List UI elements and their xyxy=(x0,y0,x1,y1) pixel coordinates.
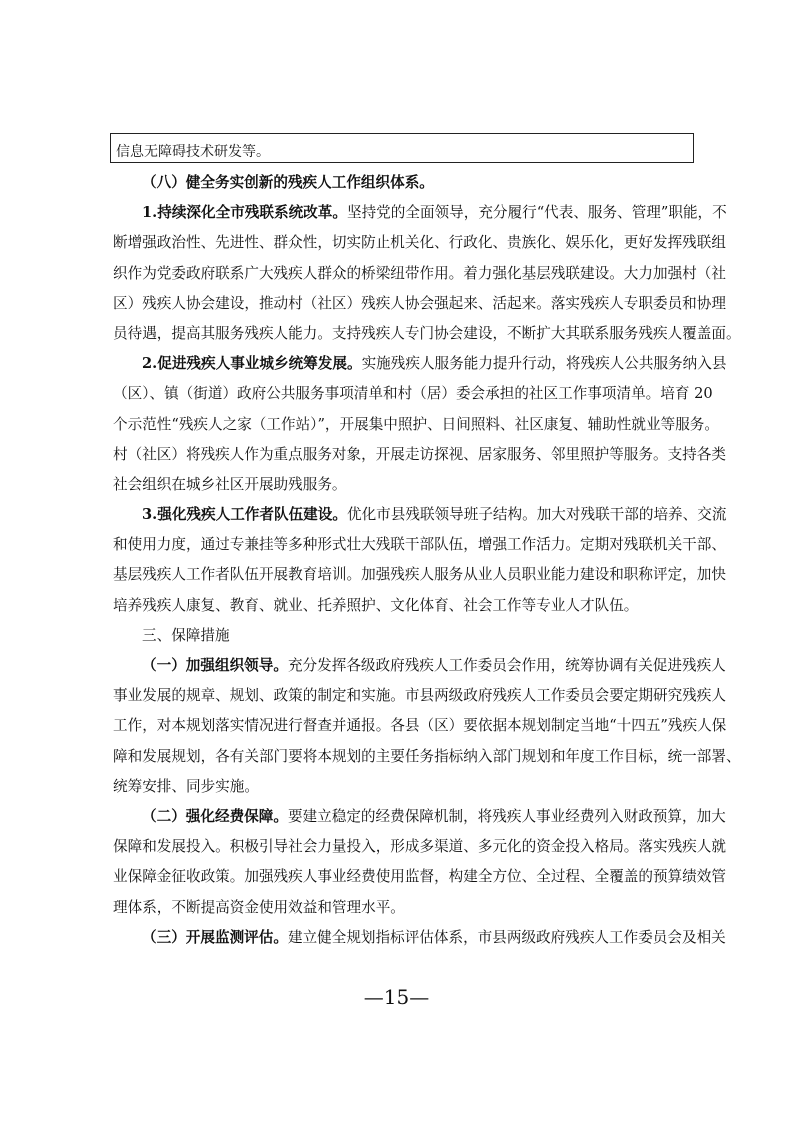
line-text: 充分发挥各级政府残疾人工作委员会作用，统筹协调有关促进残疾人 xyxy=(287,657,726,674)
line-text: 基层残疾人工作者队伍开展教育培训。加强残疾人服务从业人员职业能力建设和职称评定，加快 xyxy=(113,566,726,584)
paragraph-lead: （二）强化经费保障。 xyxy=(142,807,288,825)
text-line xyxy=(113,470,686,500)
text-line xyxy=(113,802,726,832)
line-text: 和使用力度，通过专兼挂等多种形式壮大残联干部队伍，增强工作活力。定期对残联机关干部、 xyxy=(113,536,726,554)
paragraph-lead: （三）开展监测评估。 xyxy=(142,928,288,946)
line-text: （八）健全务实创新的残疾人工作组织体系。 xyxy=(142,174,434,191)
text-line xyxy=(113,893,686,923)
line-text: （区）、镇（街道）政府公共服务事项清单和村（居）委会承担的社区工作事项清单。培育 20 xyxy=(113,385,713,403)
line-text: 建立健全规划指标评估体系，市县两级政府残疾人工作委员会及相关 xyxy=(287,928,726,946)
line-text: 事业发展的规章、规划、政策的制定和实施。市县两级政府残疾人工作委员会要定期研究残疾人 xyxy=(113,687,726,705)
text-line xyxy=(113,832,726,862)
line-text: 坚持党的全面领导，充分履行“代表、服务、管理”职能，不 xyxy=(346,204,727,222)
line-text: 优化市县残联领导班子结构。加大对残联干部的培养、交流 xyxy=(346,506,727,524)
text-line xyxy=(113,440,726,470)
text-line xyxy=(113,530,726,560)
text-line xyxy=(113,410,719,440)
text-line xyxy=(113,591,686,621)
body-text xyxy=(113,168,741,953)
line-text: 障和发展规划，各有关部门要将本规划的主要任务指标纳入部门规划和年度工作目标，统一部署、 xyxy=(113,747,741,765)
line-text: 村（社区）将残疾人作为重点服务对象，开展走访探视、居家服务、邻里照护等服务。支持各类 xyxy=(113,445,726,463)
text-line xyxy=(113,349,727,379)
paragraph-lead: 1.持续深化全市残联系统改革。 xyxy=(142,204,347,222)
line-text: 断增强政治性、先进性、群众性，切实防止机关化、行政化、贵族化、娱乐化，更好发挥残联组 xyxy=(113,234,726,252)
line-text: 实施残疾人服务能力提升行动，将残疾人公共服务纳入县 xyxy=(361,355,727,373)
line-text: 员待遇，提高其服务残疾人能力。支持残疾人专门协会建设，不断扩大其联系服务残疾人覆盖面。 xyxy=(113,324,741,342)
text-line xyxy=(113,259,726,289)
line-text: 织作为党委政府联系广大残疾人群众的桥梁纽带作用。着力强化基层残联建设。大力加强村（社 xyxy=(113,264,726,282)
line-text: 社会组织在城乡社区开展助残服务。 xyxy=(113,475,347,493)
line-text: 理体系，不断提高资金使用效益和管理水平。 xyxy=(113,898,405,916)
line-text: 个示范性“残疾人之家（工作站）”，开展集中照护、日间照料、社区康复、辅助性就业等服务。 xyxy=(113,415,719,433)
text-line xyxy=(113,379,713,409)
text-line xyxy=(113,621,686,651)
text-line xyxy=(113,742,741,772)
line-text: 统筹安排、同步实施。 xyxy=(113,777,259,795)
text-line xyxy=(113,228,726,258)
text-line xyxy=(113,651,726,681)
line-text: 培养残疾人康复、教育、就业、托养照护、文化体育、社会工作等专业人才队伍。 xyxy=(113,596,639,614)
line-text: 区）残疾人协会建设，推动村（社区）残疾人协会强起来、活起来。落实残疾人专职委员和协理 xyxy=(113,294,726,312)
text-line xyxy=(113,560,726,590)
text-line xyxy=(113,711,727,741)
page-number: —15— xyxy=(363,985,430,1009)
text-line xyxy=(113,681,726,711)
line-text: 保障和发展投入。积极引导社会力量投入，形成多渠道、多元化的资金投入格局。落实残疾人就 xyxy=(113,838,726,856)
table-cell-text: 信息无障碍技术研发等。 xyxy=(116,144,270,160)
text-line xyxy=(113,500,727,530)
section-heading xyxy=(113,168,686,198)
line-text: 工作，对本规划落实情况进行督查并通报。各县（区）要依据本规划制定当地“十四五”残疾人保 xyxy=(113,717,727,735)
text-line xyxy=(113,289,726,319)
line-text: 业保障金征收政策。加强残疾人事业经费使用监督，构建全方位、全过程、全覆盖的预算绩效管 xyxy=(113,868,726,886)
text-line xyxy=(113,772,686,802)
line-text: 三、保障措施 xyxy=(142,626,230,644)
paragraph-lead: 3.强化残疾人工作者队伍建设。 xyxy=(142,506,347,524)
line-text: 要建立稳定的经费保障机制，将残疾人事业经费列入财政预算，加大 xyxy=(287,807,726,825)
text-line xyxy=(113,923,726,953)
paragraph-lead: 2.促进残疾人事业城乡统筹发展。 xyxy=(142,355,362,373)
paragraph-lead: （一）加强组织领导。 xyxy=(142,657,288,674)
text-line xyxy=(113,862,726,892)
text-line xyxy=(113,319,741,349)
text-line xyxy=(113,198,727,228)
continued-table-cell xyxy=(110,133,694,163)
